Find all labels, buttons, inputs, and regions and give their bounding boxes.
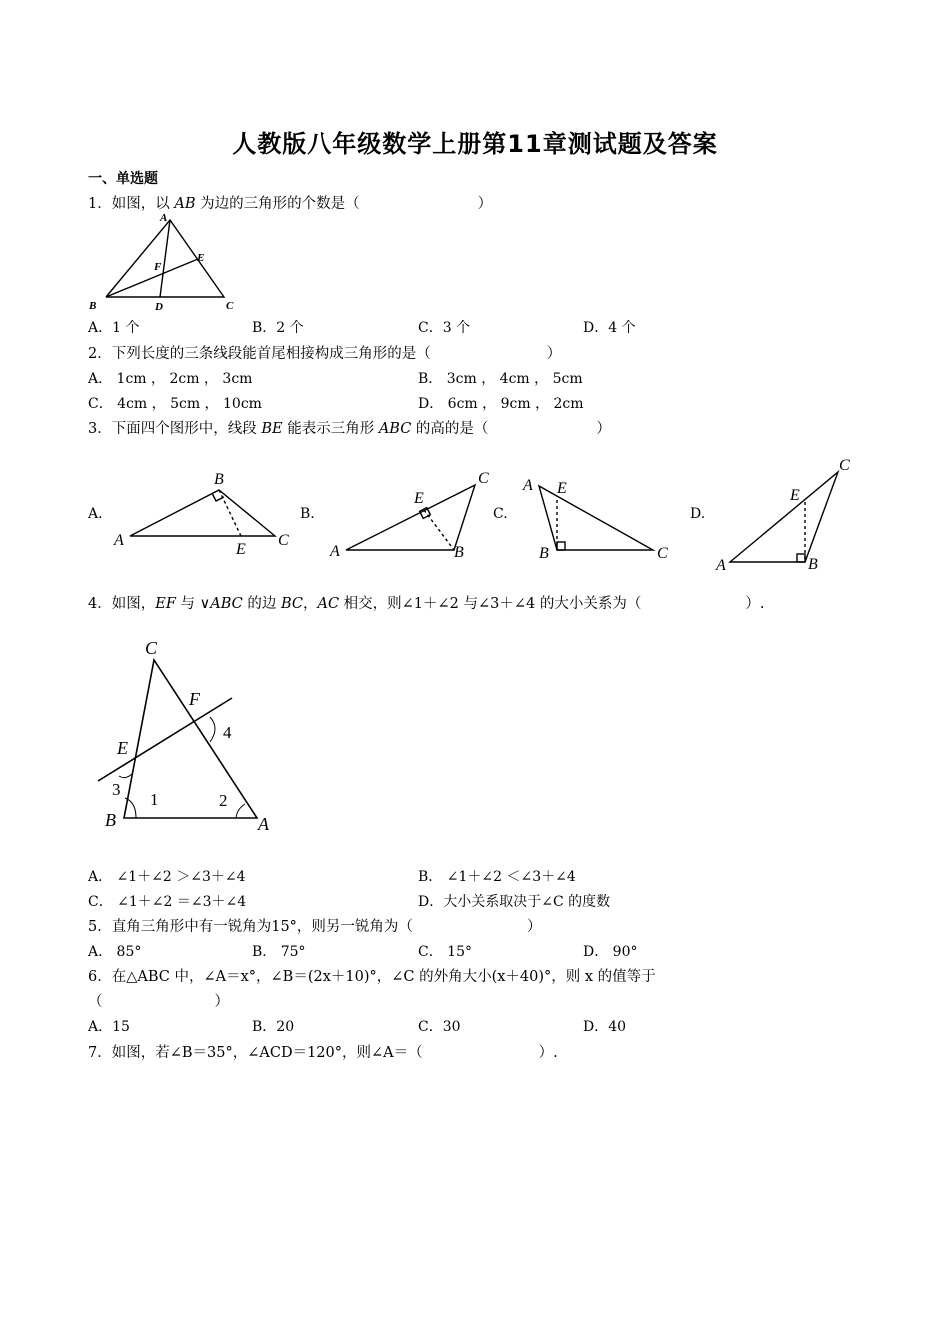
q5-text: 5．直角三角形中有一锐角为15°，则另一锐角为（ [88, 919, 413, 935]
q3d-label-c: C [839, 457, 850, 474]
q2-option-d[interactable]: D． 6cm ， 9cm ， 2cm [418, 396, 584, 412]
q6-answer-paren [88, 990, 229, 1011]
q3a-label-e: E [236, 541, 246, 558]
q3a-segment-be [219, 490, 241, 536]
q1-segment-ad [160, 220, 170, 297]
q1-label-f: F [154, 261, 162, 273]
q3c-label-c: C [657, 545, 668, 562]
q6-option-b[interactable]: B．20 [252, 1019, 295, 1035]
q3d-triangle [730, 472, 838, 562]
q2-option-b[interactable]: B． 3cm ， 4cm ， 5cm [418, 371, 583, 387]
q6-paren-close: ） [214, 994, 229, 1010]
q4-text-d: ， [302, 596, 318, 612]
q5-option-d[interactable]: D． 90° [583, 944, 638, 960]
q3-close: ） [596, 421, 611, 437]
q4-option-c[interactable]: C． ∠1＋∠2 ＝∠3＋∠4 [88, 894, 247, 910]
q5-option-c[interactable]: C． 15° [418, 944, 472, 960]
q3-text-a: 3．下面四个图形中，线段 [88, 421, 262, 437]
page-title: 人教版八年级数学上册第11章测试题及答案 [232, 130, 718, 158]
q3b-label-c: C [478, 470, 489, 487]
q3a-label-b: B [214, 471, 224, 488]
q4-text-e: 相交，则∠1＋∠2 与∠3＋∠4 的大小关系为（ [339, 596, 642, 612]
q3-option-c[interactable]: C. [493, 506, 508, 522]
q4-option-d[interactable]: D．大小关系取决于∠C 的度数 [418, 894, 611, 910]
q4-label-f: F [189, 689, 200, 709]
q2-text: 2．下列长度的三条线段能首尾相接构成三角形的是（ [88, 346, 431, 362]
q3-text-b: 能表示三角形 [282, 421, 379, 437]
q3b-label-e: E [414, 490, 424, 507]
q4-option-b[interactable]: B． ∠1＋∠2 ＜∠3＋∠4 [418, 869, 576, 885]
q1-option-a[interactable]: A．1 个 [88, 320, 140, 336]
q4-arc-2 [236, 804, 245, 818]
question-6: 6．在△ABC 中，∠A＝x°，∠B＝(2x＋10)°，∠C 的外角大小(x＋40)°，则 x 的值等于 [88, 969, 656, 985]
q3-figure-a [108, 465, 298, 560]
q5-option-b[interactable]: B． 75° [252, 944, 306, 960]
q7-text: 7．如图，若∠B＝35°，∠ACD＝120°，则∠A＝（ [88, 1045, 423, 1061]
q1-figure [84, 212, 244, 314]
q1-label-d: D [155, 301, 163, 313]
question-7 [88, 1041, 558, 1062]
q4-var1: EF [155, 596, 176, 612]
q1-segment-be [106, 259, 198, 297]
q3d-label-b: B [808, 556, 818, 573]
q6-paren-open: （ [88, 994, 103, 1010]
q1-option-d[interactable]: D．4 个 [583, 320, 636, 336]
q3-text-c: 的高的是（ [411, 421, 489, 437]
q2-option-c[interactable]: C． 4cm ， 5cm ， 10cm [88, 396, 262, 412]
q4-triangle [124, 660, 257, 818]
q1-option-b[interactable]: B．2 个 [252, 320, 304, 336]
q4-text-b: 与 [175, 596, 200, 612]
q3-option-b[interactable]: B. [300, 506, 315, 522]
q4-var4: AC [317, 596, 340, 612]
q1-label-c: C [226, 300, 234, 312]
q6-option-c[interactable]: C．30 [418, 1019, 461, 1035]
q3a-label-a: A [114, 532, 124, 549]
q3c-label-a: A [523, 477, 533, 494]
q3d-label-a: A [716, 557, 726, 574]
q3c-right-angle [557, 542, 565, 550]
q3b-label-b: B [454, 544, 464, 561]
q4-option-a[interactable]: A． ∠1＋∠2 ＞∠3＋∠4 [88, 869, 246, 885]
question-4 [88, 592, 764, 613]
q4-label-a: A [258, 814, 269, 834]
q3-figure-d [710, 452, 870, 574]
q5-close: ） [526, 919, 542, 935]
q4-label-b: B [105, 810, 116, 830]
q3-figure-b [326, 463, 501, 563]
q2-close: ） [546, 346, 562, 362]
q1-text-b: 为边的三角形的个数是（ [195, 196, 360, 212]
q4-var2: ∨ABC [199, 596, 243, 612]
q4-close: ）. [745, 596, 765, 612]
q4-var3: BC [280, 596, 303, 612]
q1-var: AB [174, 196, 196, 212]
q1-label-e: E [197, 252, 205, 264]
q1-text-a: 1．如图，以 [88, 196, 175, 212]
q4-label-2: 2 [219, 791, 228, 810]
question-5 [88, 915, 541, 936]
question-1 [88, 192, 492, 213]
q3b-label-a: A [330, 543, 340, 560]
q4-text-a: 4．如图， [88, 596, 156, 612]
q3-var1: BE [261, 421, 283, 437]
question-3 [88, 417, 611, 438]
q1-label-a: A [160, 212, 168, 224]
q4-label-c: C [145, 638, 158, 658]
q4-arc-3 [119, 774, 132, 778]
q3a-triangle [130, 490, 275, 536]
q1-close: ） [477, 196, 493, 212]
q3-option-d[interactable]: D. [690, 506, 706, 522]
q3c-label-b: B [539, 545, 549, 562]
q3d-label-e: E [790, 487, 800, 504]
q7-close: ）. [538, 1045, 558, 1061]
q2-option-a[interactable]: A． 1cm ， 2cm ， 3cm [88, 371, 253, 387]
q4-label-4: 4 [223, 723, 232, 742]
q4-label-3: 3 [112, 780, 121, 799]
q4-label-e: E [117, 738, 128, 758]
q3-var2: ABC [378, 421, 412, 437]
q4-label-1: 1 [150, 790, 159, 809]
q5-option-a[interactable]: A． 85° [88, 944, 142, 960]
q3-figure-c [517, 472, 677, 567]
q6-option-a[interactable]: A．15 [88, 1019, 130, 1035]
q4-figure [92, 632, 292, 842]
q3b-triangle [346, 485, 475, 550]
question-2 [88, 342, 561, 363]
q3c-label-e: E [557, 480, 567, 497]
q3-option-a[interactable]: A. [88, 506, 103, 522]
q4-arc-4 [210, 717, 215, 742]
section-heading: 一、单选题 [88, 171, 158, 187]
q4-text-c: 的边 [242, 596, 281, 612]
q1-option-c[interactable]: C．3 个 [418, 320, 471, 336]
q3d-right-angle [797, 554, 805, 562]
q1-label-b: B [89, 300, 97, 312]
q3a-label-c: C [278, 532, 289, 549]
q6-option-d[interactable]: D．40 [583, 1019, 627, 1035]
